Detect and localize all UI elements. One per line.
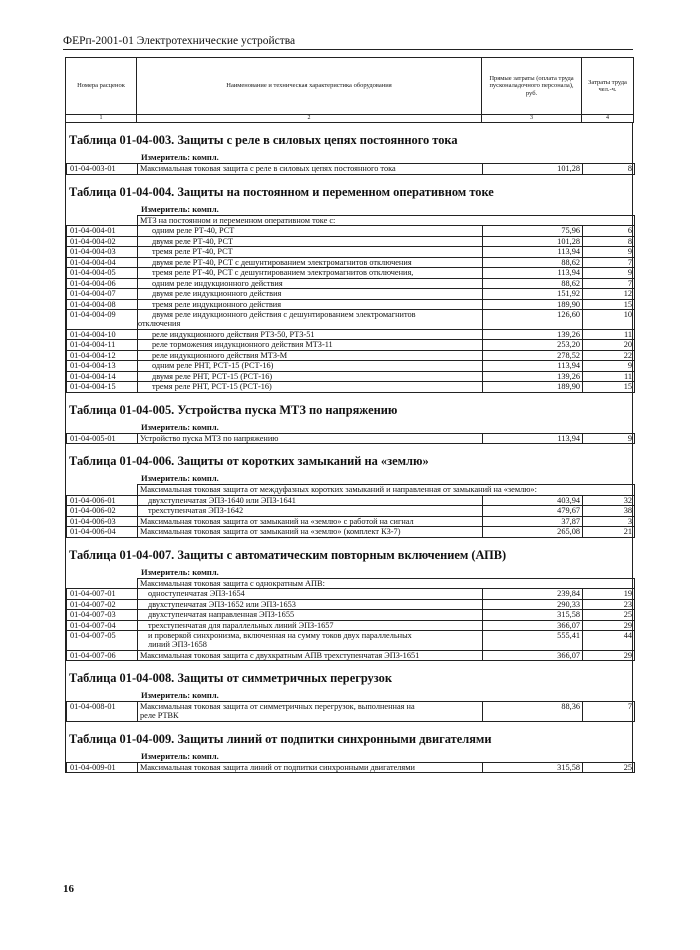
rate-name-line: одним реле индукционного действия: [152, 278, 283, 288]
direct-cost: 113,94: [483, 247, 583, 258]
rate-name-line: тремя реле РТ-40, РСТ с дешунтированием электромагнитов отключения,: [152, 268, 414, 277]
column-number: 4: [582, 115, 634, 123]
table-row: [67, 340, 635, 351]
labor-cost: 7: [583, 278, 635, 289]
measure-unit: Измеритель: компл.: [141, 473, 219, 484]
rate-name-line: реле индукционного действия РТЗ-50, РТЗ-51: [152, 329, 315, 339]
direct-cost: 290,33: [483, 599, 583, 610]
table-row: [67, 495, 635, 506]
rate-name: [138, 702, 483, 722]
intro-text: МТЗ на постоянном и переменном оперативном токе с:: [138, 215, 635, 226]
table-row: [67, 278, 635, 289]
direct-cost: 403,94: [483, 495, 583, 506]
rate-name: [138, 506, 483, 517]
rate-name: [138, 289, 483, 300]
rate-name: [138, 164, 483, 175]
table-section: [65, 538, 633, 662]
direct-cost: 88,36: [483, 702, 583, 722]
labor-cost: 10: [583, 310, 635, 330]
rate-code: 01-04-004-09: [67, 310, 138, 330]
column-header-codes: Номера расценок: [66, 58, 137, 115]
labor-cost: 8: [583, 164, 635, 175]
rate-code: 01-04-004-13: [67, 361, 138, 372]
direct-cost: 555,41: [483, 631, 583, 651]
table-row: [67, 702, 635, 722]
rate-name: [138, 495, 483, 506]
rates-table: [66, 433, 635, 445]
rate-name-line: одноступенчатая ЭПЗ-1654: [148, 589, 245, 599]
rates-table: [66, 578, 635, 662]
rate-name: [138, 257, 483, 268]
rate-code: 01-04-004-08: [67, 299, 138, 310]
rate-name: [138, 620, 483, 631]
rate-name: [138, 310, 483, 330]
header-rule: [63, 49, 633, 50]
labor-cost: 12: [583, 289, 635, 300]
rate-code: 01-04-007-06: [67, 650, 138, 661]
labor-cost: 9: [583, 247, 635, 258]
rate-name: [138, 247, 483, 258]
measure-unit: Измеритель: компл.: [141, 421, 219, 432]
rate-code: 01-04-006-04: [67, 527, 138, 538]
table-row: [67, 650, 635, 661]
table-section: [65, 123, 633, 175]
labor-cost: 22: [583, 350, 635, 361]
rate-name: [138, 268, 483, 279]
rate-code: 01-04-004-07: [67, 289, 138, 300]
rate-name-line: реле торможения индукционного действия МТЗ-11: [152, 340, 333, 350]
direct-cost: 239,84: [483, 589, 583, 600]
labor-cost: 29: [583, 650, 635, 661]
table-row: [67, 226, 635, 237]
rate-name-line: Максимальная токовая защита с двухкратным АПВ трехступенчатая ЭПЗ-1651: [140, 650, 420, 660]
table-row: [67, 589, 635, 600]
rate-code: 01-04-007-05: [67, 631, 138, 651]
rate-name-line: тремя реле индукционного действия: [152, 299, 282, 309]
rate-name: [138, 236, 483, 247]
rate-code: 01-04-004-14: [67, 371, 138, 382]
section-title: Таблица 01-04-007. Защиты с автоматическим повторным включением (АПВ): [69, 547, 507, 562]
rate-name-line: Максимальная токовая защита от замыканий на «землю» (комплект КЗ-7): [140, 527, 401, 537]
rate-code: 01-04-004-12: [67, 350, 138, 361]
table-section: [65, 393, 633, 445]
direct-cost: 315,58: [483, 610, 583, 621]
direct-cost: 253,20: [483, 340, 583, 351]
rate-name: [138, 599, 483, 610]
rate-name: [138, 589, 483, 600]
rate-name: [138, 329, 483, 340]
rate-code: 01-04-008-01: [67, 702, 138, 722]
table-row: [67, 299, 635, 310]
page-number: 16: [63, 883, 74, 895]
rate-name-line: двухступенчатая ЭПЗ-1640 или ЭПЗ-1641: [148, 495, 296, 505]
rate-name: [138, 610, 483, 621]
rate-name-line: двумя реле индукционного действия с дешунтированием электромагнитов: [152, 310, 416, 319]
rate-code: 01-04-007-04: [67, 620, 138, 631]
rate-name: [138, 278, 483, 289]
labor-cost: 3: [583, 516, 635, 527]
rate-name-line: двумя реле РТ-40, РСТ: [152, 236, 234, 246]
rate-name-line: Максимальная токовая защита линий от подпитки синхронными двигателями: [140, 762, 415, 772]
rates-table: [66, 215, 635, 393]
labor-cost: 9: [583, 433, 635, 444]
table-section: [65, 722, 633, 774]
column-header-labor: Затраты труда чел.-ч.: [582, 58, 634, 115]
table-row: [67, 620, 635, 631]
direct-cost: 479,67: [483, 506, 583, 517]
table-row: [67, 599, 635, 610]
table-row: [67, 433, 635, 444]
rate-name-line: Максимальная токовая защита от замыканий на «землю» с работой на сигнал: [140, 516, 414, 526]
rate-code: 01-04-007-02: [67, 599, 138, 610]
table-section: [65, 661, 633, 722]
measure-unit: Измеритель: компл.: [141, 750, 219, 761]
section-title: Таблица 01-04-005. Устройства пуска МТЗ по напряжению: [69, 402, 398, 417]
rate-code: 01-04-004-02: [67, 236, 138, 247]
rate-name: [138, 527, 483, 538]
table-row: [67, 329, 635, 340]
labor-cost: 9: [583, 268, 635, 279]
rate-name-continuation: реле РТВК: [140, 711, 179, 721]
table-row: [67, 257, 635, 268]
table-row: [67, 762, 635, 773]
labor-cost: 23: [583, 599, 635, 610]
direct-cost: 189,90: [483, 299, 583, 310]
direct-cost: 101,28: [483, 236, 583, 247]
direct-cost: 366,07: [483, 620, 583, 631]
direct-cost: 113,94: [483, 433, 583, 444]
rate-name: [138, 382, 483, 393]
rate-code: 01-04-004-05: [67, 268, 138, 279]
labor-cost: 9: [583, 361, 635, 372]
section-title: Таблица 01-04-008. Защиты от симметричных перегрузок: [69, 671, 392, 686]
direct-cost: 151,92: [483, 289, 583, 300]
rate-name-line: двумя реле РТ-40, РСТ с дешунтированием электромагнитов отключения: [152, 257, 412, 267]
direct-cost: 37,87: [483, 516, 583, 527]
rate-code: 01-04-004-15: [67, 382, 138, 393]
rate-name: [138, 340, 483, 351]
labor-cost: 11: [583, 329, 635, 340]
rate-code: 01-04-004-06: [67, 278, 138, 289]
column-number: 1: [66, 115, 137, 123]
rate-name-continuation: отключения: [138, 319, 181, 329]
labor-cost: 19: [583, 589, 635, 600]
rate-name-line: и проверкой синхронизма, включенная на сумму токов двух параллельных: [148, 631, 412, 641]
intro-row: [67, 215, 635, 226]
rate-name: [138, 371, 483, 382]
direct-cost: 278,52: [483, 350, 583, 361]
direct-cost: 75,96: [483, 226, 583, 237]
blank-cell: [67, 578, 138, 589]
measure-unit: Измеритель: компл.: [141, 203, 219, 214]
direct-cost: 88,62: [483, 257, 583, 268]
rate-name-line: Максимальная токовая защита от симметричных перегрузок, выполненная на: [140, 702, 415, 712]
table-row: [67, 631, 635, 651]
labor-cost: 44: [583, 631, 635, 651]
rate-name-line: одним реле РТ-40, РСТ: [152, 226, 235, 235]
labor-cost: 29: [583, 620, 635, 631]
rate-name-continuation: линий ЭПЗ-1658: [148, 640, 207, 650]
rate-name-line: двумя реле индукционного действия: [152, 289, 282, 298]
rate-code: 01-04-006-01: [67, 495, 138, 506]
rate-code: 01-04-007-03: [67, 610, 138, 621]
rate-name: [138, 650, 483, 661]
section-title: Таблица 01-04-006. Защиты от коротких замыканий на «землю»: [69, 454, 429, 469]
rate-name-line: трехступенчатая ЭПЗ-1642: [148, 506, 244, 516]
rate-code: 01-04-007-01: [67, 589, 138, 600]
blank-cell: [67, 215, 138, 226]
rate-code: 01-04-005-01: [67, 433, 138, 444]
labor-cost: 15: [583, 299, 635, 310]
direct-cost: 265,08: [483, 527, 583, 538]
direct-cost: 139,26: [483, 329, 583, 340]
labor-cost: 7: [583, 257, 635, 268]
direct-cost: 101,28: [483, 164, 583, 175]
labor-cost: 38: [583, 506, 635, 517]
rate-name-line: двумя реле РНТ, РСТ-15 (РСТ-16): [152, 371, 273, 381]
table-row: [67, 361, 635, 372]
price-table: [65, 57, 633, 773]
rate-code: 01-04-003-01: [67, 164, 138, 175]
rate-name-line: Максимальная токовая защита с реле в силовых цепях постоянного тока: [140, 164, 396, 173]
rate-name-line: одним реле РНТ, РСТ-15 (РСТ-16): [152, 361, 274, 371]
table-header: [65, 57, 634, 123]
rate-name: [138, 762, 483, 773]
table-row: [67, 236, 635, 247]
table-row: [67, 247, 635, 258]
rate-name: [138, 299, 483, 310]
rate-name: [138, 350, 483, 361]
table-row: [67, 610, 635, 621]
rate-code: 01-04-004-11: [67, 340, 138, 351]
blank-cell: [67, 485, 138, 496]
table-row: [67, 527, 635, 538]
direct-cost: 139,26: [483, 371, 583, 382]
rates-table: [66, 701, 635, 722]
table-row: [67, 506, 635, 517]
measure-unit: Измеритель: компл.: [141, 690, 219, 701]
labor-cost: 8: [583, 236, 635, 247]
table-row: [67, 350, 635, 361]
rate-name: [138, 516, 483, 527]
labor-cost: 15: [583, 382, 635, 393]
direct-cost: 126,60: [483, 310, 583, 330]
intro-text: Максимальная токовая защита с однократным АПВ:: [138, 578, 635, 589]
rate-name-line: Устройство пуска МТЗ по напряжению: [140, 433, 279, 443]
rate-name-line: трехступенчатая для параллельных линий ЭПЗ-1657: [148, 620, 334, 630]
column-number: 2: [137, 115, 482, 123]
intro-text: Максимальная токовая защита от междуфазных коротких замыканий и направленная от замыканий на «землю»:: [138, 485, 635, 496]
labor-cost: 7: [583, 702, 635, 722]
rate-name-line: тремя реле РТ-40, РСТ: [152, 247, 233, 256]
table-section: [65, 175, 633, 393]
table-row: [67, 268, 635, 279]
rate-name: [138, 433, 483, 444]
rate-name-line: тремя реле РНТ, РСТ-15 (РСТ-16): [152, 382, 272, 392]
direct-cost: 113,94: [483, 361, 583, 372]
labor-cost: 32: [583, 495, 635, 506]
rates-table: [66, 762, 635, 774]
direct-cost: 315,58: [483, 762, 583, 773]
rate-name-line: реле индукционного действия МТЗ-М: [152, 350, 288, 360]
labor-cost: 25: [583, 610, 635, 621]
rate-name: [138, 631, 483, 651]
table-sections: [65, 123, 633, 773]
labor-cost: 6: [583, 226, 635, 237]
direct-cost: 88,62: [483, 278, 583, 289]
section-title: Таблица 01-04-003. Защиты с реле в силовых цепях постоянного тока: [69, 133, 458, 147]
running-header: ФЕРп-2001-01 Электротехнические устройства: [63, 35, 296, 47]
intro-row: [67, 578, 635, 589]
column-header-cost: Прямые затраты (оплата труда пусконаладочного персонала), руб.: [482, 58, 582, 115]
labor-cost: 25: [583, 762, 635, 773]
rate-code: 01-04-006-03: [67, 516, 138, 527]
table-row: [67, 371, 635, 382]
labor-cost: 11: [583, 371, 635, 382]
rates-table: [66, 163, 635, 175]
rate-name-line: двухступенчатая ЭПЗ-1652 или ЭПЗ-1653: [148, 599, 296, 609]
rate-code: 01-04-006-02: [67, 506, 138, 517]
column-header-name: Наименование и техническая характеристика оборудования: [137, 58, 482, 115]
rate-code: 01-04-004-04: [67, 257, 138, 268]
direct-cost: 189,90: [483, 382, 583, 393]
table-row: [67, 164, 635, 175]
table-row: [67, 289, 635, 300]
rates-table: [66, 484, 635, 538]
direct-cost: 113,94: [483, 268, 583, 279]
measure-unit: Измеритель: компл.: [141, 152, 219, 162]
rate-code: 01-04-004-01: [67, 226, 138, 237]
table-row: [67, 382, 635, 393]
rate-code: 01-04-004-10: [67, 329, 138, 340]
measure-unit: Измеритель: компл.: [141, 566, 219, 577]
table-row: [67, 516, 635, 527]
rate-name: [138, 361, 483, 372]
rate-code: 01-04-009-01: [67, 762, 138, 773]
rate-name-line: двухступенчатая направленная ЭПЗ-1655: [148, 610, 295, 620]
intro-row: [67, 485, 635, 496]
labor-cost: 21: [583, 527, 635, 538]
direct-cost: 366,07: [483, 650, 583, 661]
table-section: [65, 444, 633, 538]
rate-name: [138, 226, 483, 237]
column-number: 3: [482, 115, 582, 123]
section-title: Таблица 01-04-009. Защиты линий от подпитки синхронными двигателями: [69, 731, 492, 746]
rate-code: 01-04-004-03: [67, 247, 138, 258]
labor-cost: 20: [583, 340, 635, 351]
section-title: Таблица 01-04-004. Защиты на постоянном и переменном оперативном токе: [69, 184, 494, 199]
table-row: [67, 310, 635, 330]
